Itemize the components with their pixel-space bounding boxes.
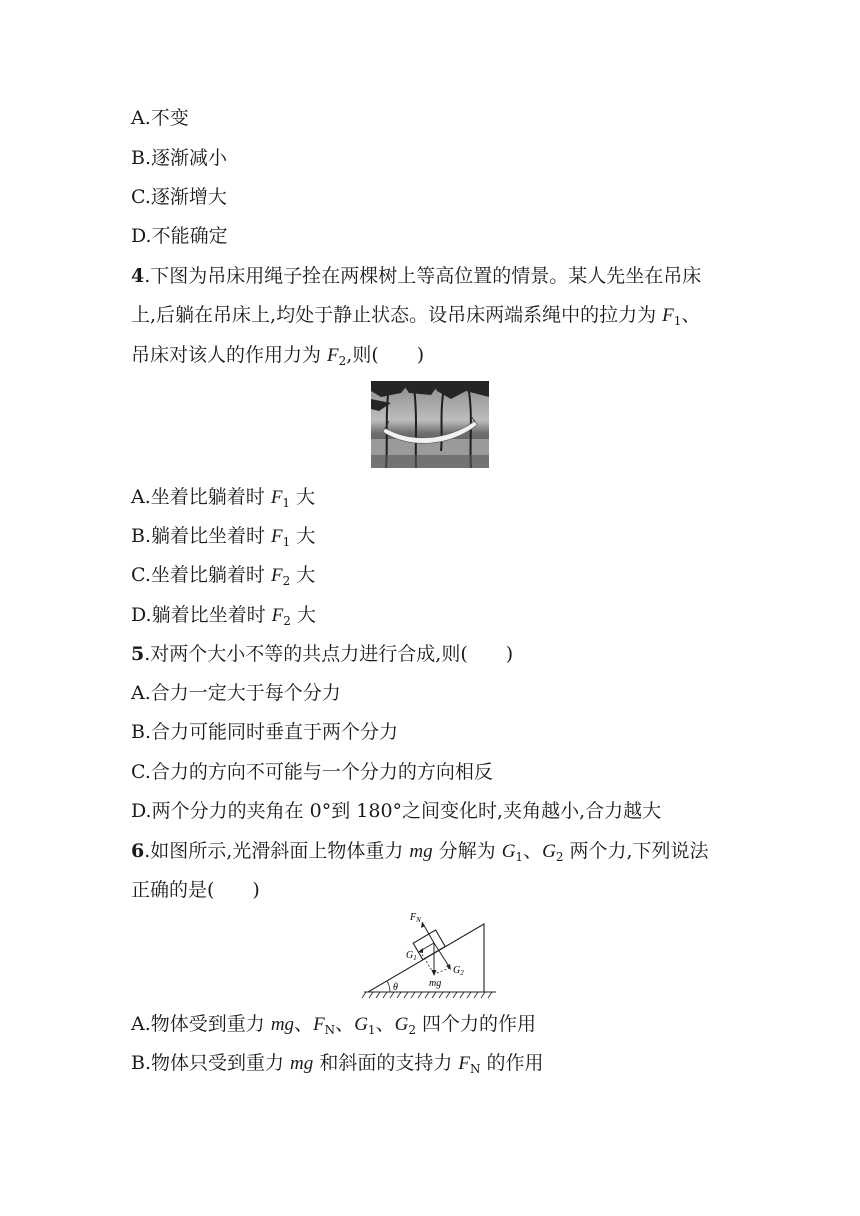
- option-d-prev: D.不能确定: [131, 225, 228, 247]
- option-a-prev: A.不变: [131, 107, 189, 129]
- q4-number: 4: [131, 265, 145, 287]
- hammock-photo: [371, 381, 489, 468]
- q6-option-b: B.物体只受到重力 mg 和斜面的支持力 $F_N$ 的作用: [131, 1052, 544, 1076]
- q6-stem-line2: 正确的是( ): [131, 879, 260, 901]
- option-c-prev: C.逐渐增大: [131, 186, 227, 208]
- q5-option-d: D.两个分力的夹角在 0°到 180°之间变化时,夹角越小,合力越大: [131, 800, 662, 822]
- q4-stem-line3: 吊床对该人的作用力为 $F_2$,则( ): [131, 344, 425, 368]
- option-b-prev: B.逐渐减小: [131, 147, 228, 169]
- q5-option-b: B.合力可能同时垂直于两个分力: [131, 721, 399, 743]
- q4-option-b: B.躺着比坐着时 $F_1$ 大: [131, 525, 316, 549]
- label-mg: mg: [429, 978, 442, 989]
- q5-stem: 5.对两个大小不等的共点力进行合成,则( ): [131, 643, 514, 665]
- q5-number: 5: [131, 643, 145, 665]
- q4-stem-line2: 上,后躺在吊床上,均处于静止状态。设吊床两端系绳中的拉力为 $F_1$、: [131, 304, 701, 328]
- q6-option-a: A.物体受到重力 mg、$F_N$、$G_1$、$G_2$ 四个力的作用: [131, 1013, 536, 1037]
- q6-number: 6: [131, 840, 145, 862]
- label-theta: θ: [393, 982, 398, 993]
- label-g2: $G_2$: [453, 965, 464, 977]
- label-fn: $F_N$: [410, 912, 421, 924]
- incline-force-diagram: [360, 908, 500, 1000]
- q4-option-a: A.坐着比躺着时 $F_1$ 大: [131, 486, 316, 510]
- q4-stem-line1: 4.下图为吊床用绳子拴在两棵树上等高位置的情景。某人先坐在吊床: [131, 265, 702, 287]
- q5-option-c: C.合力的方向不可能与一个分力的方向相反: [131, 761, 493, 783]
- label-g1: $G_1$: [406, 950, 417, 962]
- q4-option-d: D.躺着比坐着时 $F_2$ 大: [131, 604, 316, 628]
- q5-option-a: A.合力一定大于每个分力: [131, 682, 341, 704]
- q6-stem-line1: 6.如图所示,光滑斜面上物体重力 mg 分解为 $G_1$、$G_2$ 两个力,下列说法: [131, 840, 709, 864]
- q4-option-c: C.坐着比躺着时 $F_2$ 大: [131, 564, 316, 588]
